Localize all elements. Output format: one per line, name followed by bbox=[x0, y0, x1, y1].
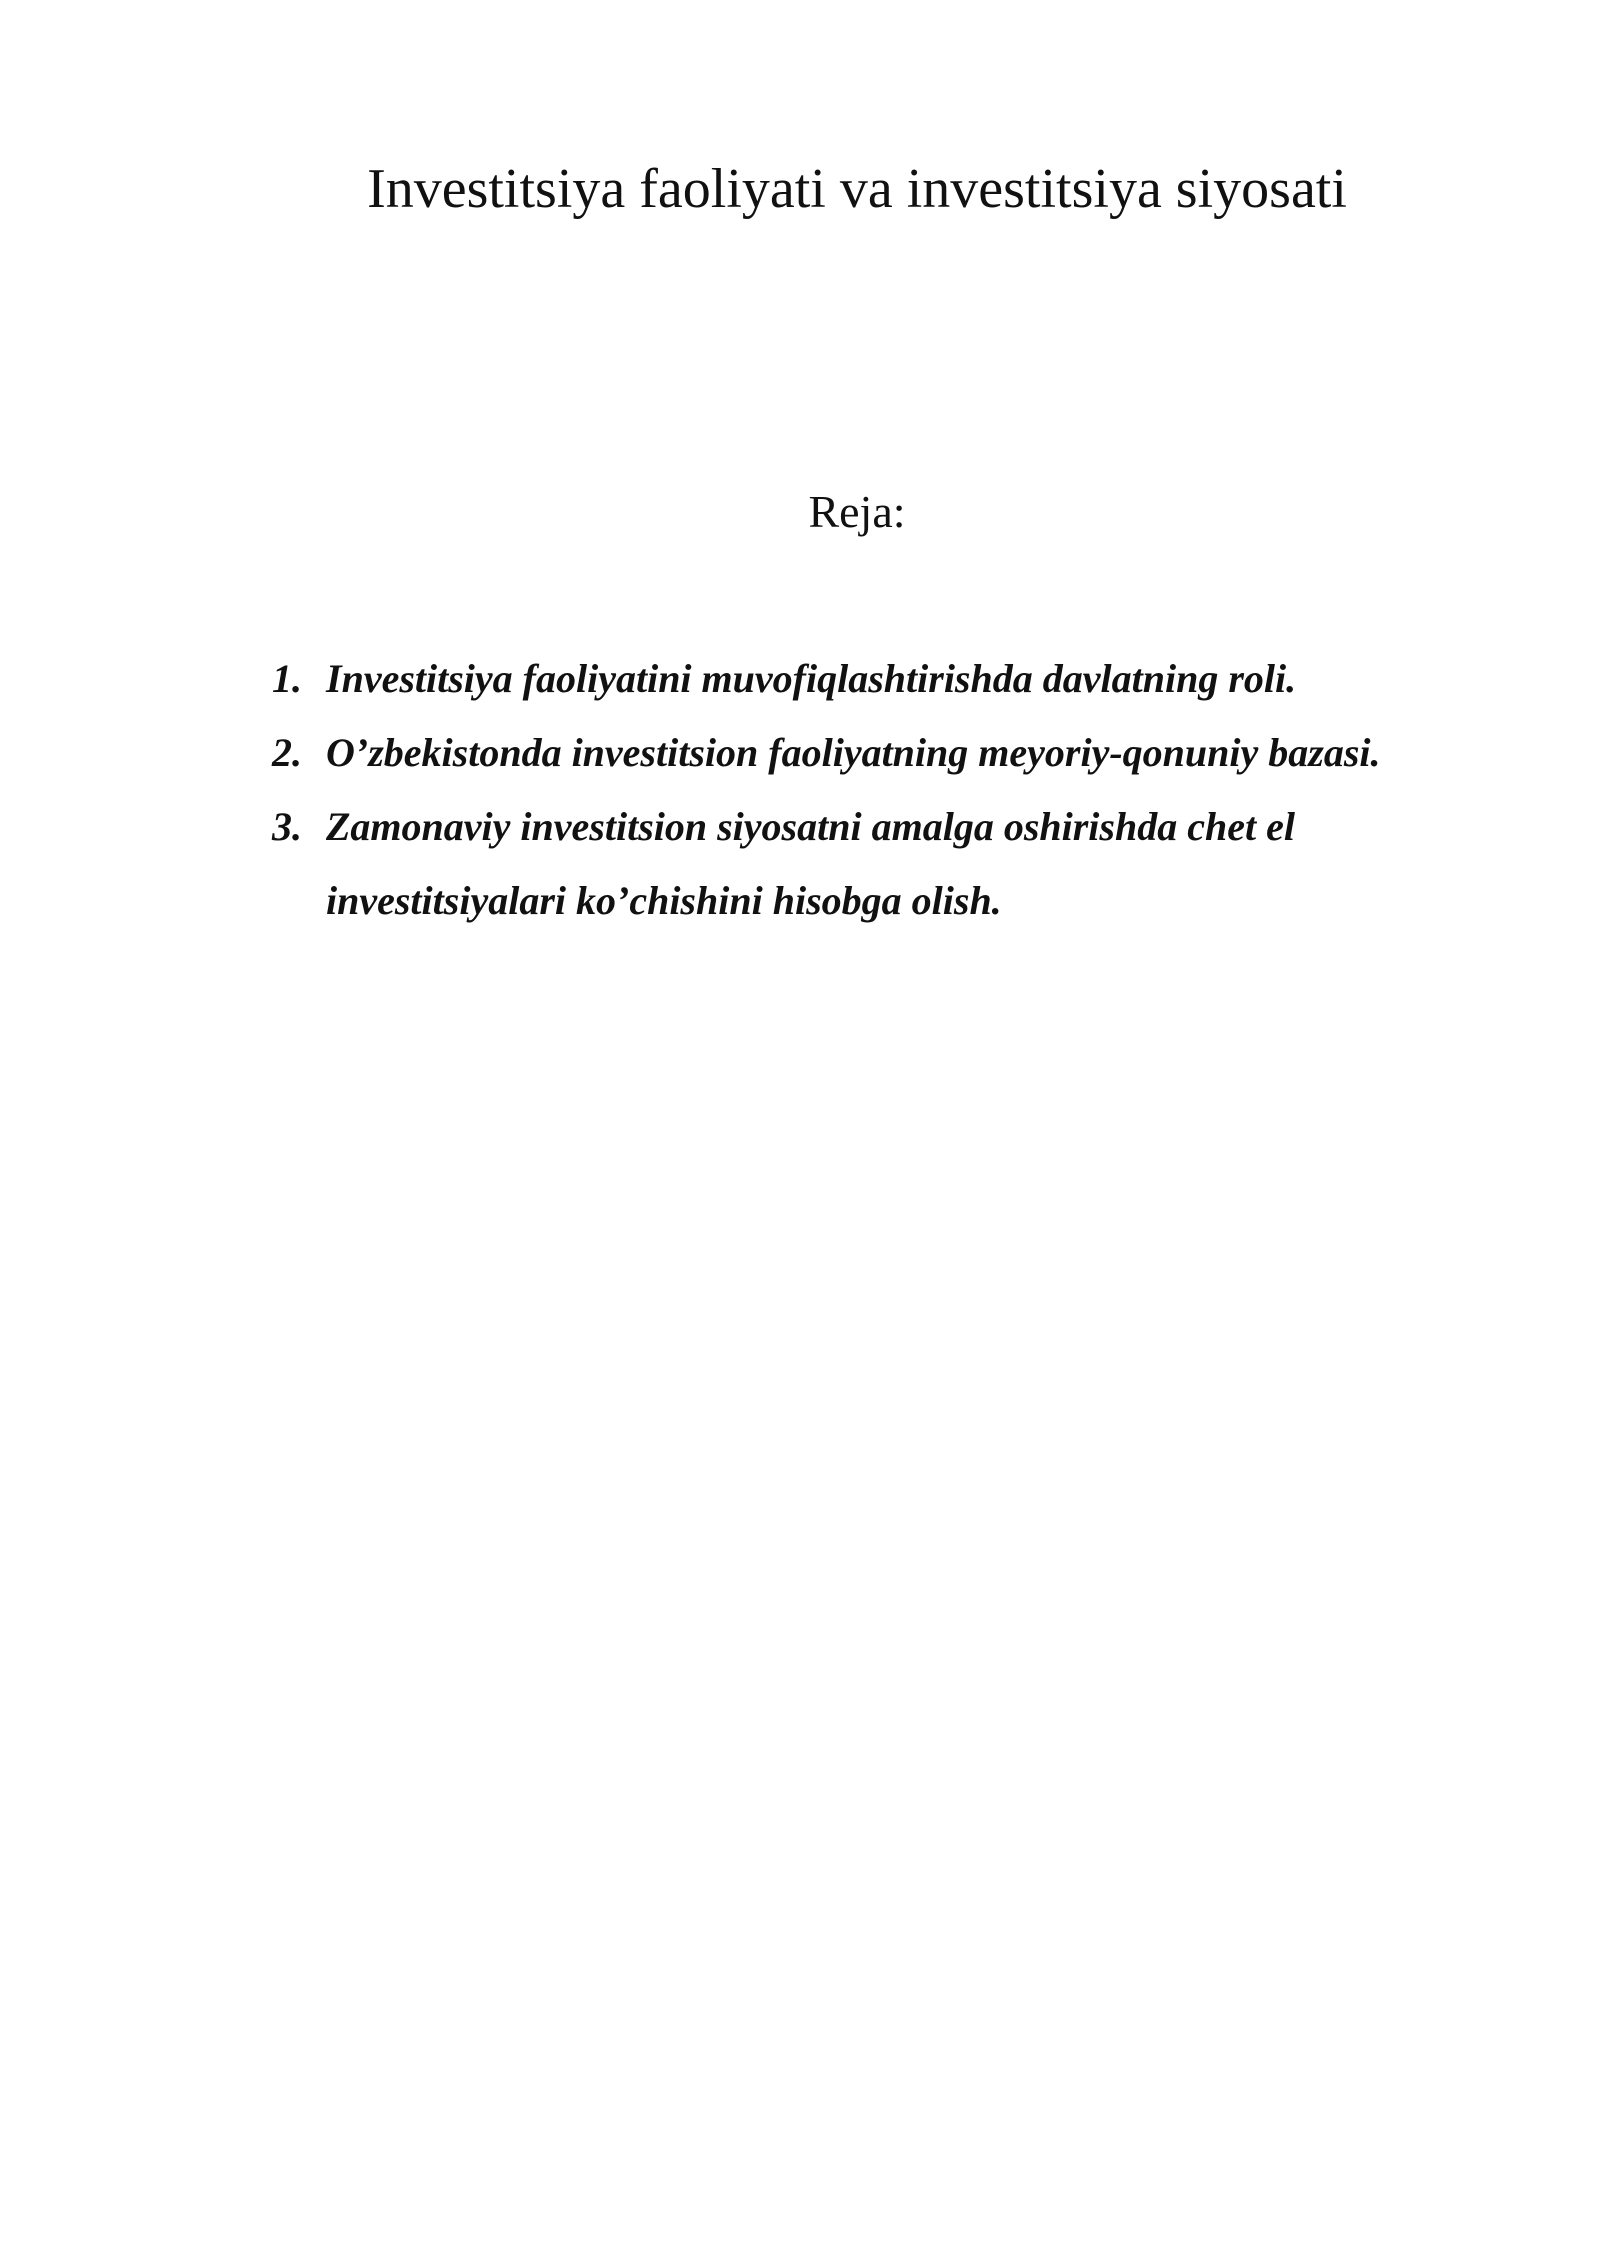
plan-item-number: 2. bbox=[272, 730, 302, 775]
plan-item-text: Zamonaviy investitsion siyosatni amalga oshirishda chet el investitsiyalari ko’chishini hisobga olish. bbox=[326, 804, 1295, 923]
plan-item-text: Investitsiya faoliyatini muvofiqlashtirishda davlatning roli. bbox=[326, 656, 1297, 701]
plan-item-number: 3. bbox=[272, 804, 302, 849]
plan-item bbox=[272, 716, 1492, 790]
plan-list bbox=[272, 642, 1492, 938]
plan-item-text: O’zbekistonda investitsion faoliyatning meyoriy-qonuniy bazasi. bbox=[326, 730, 1381, 775]
plan-item-number: 1. bbox=[272, 656, 302, 701]
document-title: Investitsiya faoliyati va investitsiya siyosati bbox=[367, 158, 1347, 220]
plan-item bbox=[272, 790, 1492, 938]
plan-heading: Reja: bbox=[808, 486, 906, 537]
plan-item bbox=[272, 642, 1492, 716]
